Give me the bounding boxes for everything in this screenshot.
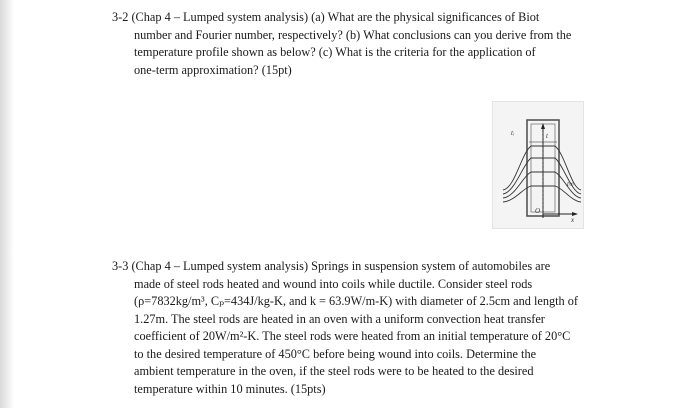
problem-3-3-line-4: 1.27m. The steel rods are heated in an oven with a uniform convection heat transfer — [134, 311, 545, 326]
problem-3-3-line-5: coefficient of 20W/m²-K. The steel rods were heated from an initial temperature of 20°C — [134, 329, 571, 343]
problem-3-2-line-4: one-term approximation? (15pt) — [134, 62, 292, 77]
problem-3-3-line-6: to the desired temperature of 450°C before being wound into coils. Determine the — [134, 346, 537, 361]
problem-3-3-line-7: ambient temperature in the oven, if the steel rods were to be heated to the desired — [134, 364, 534, 378]
label-origin: O — [535, 207, 541, 215]
problem-3-3-line-1: 3-3 (Chap 4 – Lumped system analysis) Springs in suspension system of automobiles are — [112, 259, 551, 273]
page-edge-shadow — [0, 0, 14, 408]
problem-3-3-line-3: (ρ=7832kg/m³, Cₚ=434J/kg-K, and k = 63.9W/m-K) with diameter of 2.5cm and length of — [134, 294, 579, 308]
problem-3-2 — [112, 9, 592, 79]
label-ti: tᵢ — [511, 129, 515, 137]
label-t: t — [546, 132, 548, 140]
problem-3-3-line-8: temperature within 10 minutes. (15pts) — [134, 381, 326, 396]
problem-3-3 — [112, 258, 592, 398]
label-x: x — [571, 216, 575, 224]
label-t-infinity: t∞ — [567, 180, 574, 188]
problem-3-3-line-2: made of steel rods heated and wound into coils while ductile. Consider steel rods — [134, 276, 533, 291]
problem-3-2-line-1: 3-2 (Chap 4 – Lumped system analysis) (a) What are the physical significances of Biot — [112, 10, 540, 24]
problem-3-2-line-3: temperature profile shown as below? (c) What is the criteria for the application of — [134, 45, 536, 59]
problem-3-2-line-2: number and Fourier number, respectively? (b) What conclusions can you derive from the — [134, 27, 572, 42]
temperature-profile-figure — [492, 101, 584, 229]
temperature-profile-diagram — [493, 102, 583, 228]
